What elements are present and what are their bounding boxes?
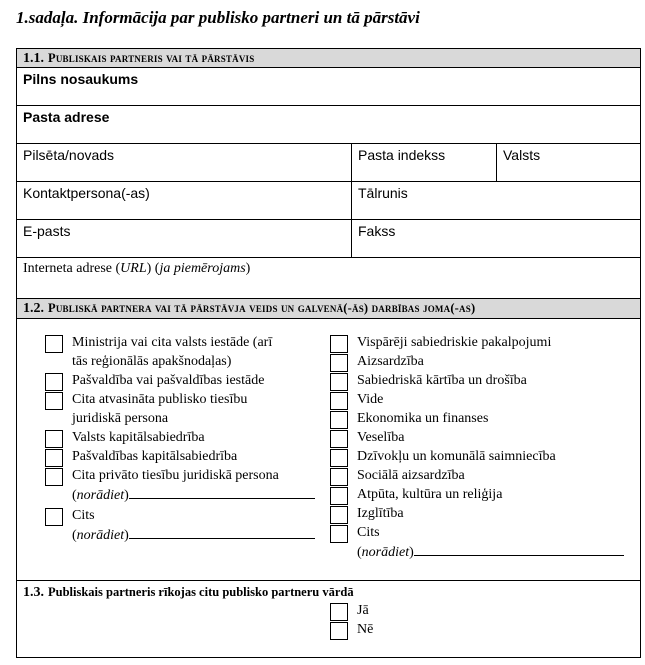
other-type-label: Cits	[72, 508, 95, 523]
other-type-checkbox[interactable]	[45, 508, 63, 526]
section-title: Publiskā partnera vai tā pārstāvja veids un galvenā(-ās) darbības joma(-as)	[48, 301, 476, 315]
defence-label: Aizsardzība	[357, 354, 424, 369]
economy-label: Ekonomika un finanses	[357, 411, 489, 426]
type-section	[17, 319, 640, 581]
specify-label: norādiet	[76, 528, 125, 543]
full-name-row	[17, 68, 640, 106]
specify-line[interactable]	[129, 525, 315, 539]
private-law-label: Cita privāto tiesību juridiskā persona	[72, 468, 279, 483]
general-services-label: Vispārēji sabiedriskie pakalpojumi	[357, 335, 552, 350]
public-law-label: Cita atvasināta publisko tiesību	[72, 392, 248, 407]
section-1-1-header	[17, 49, 640, 68]
public-law-checkbox[interactable]	[45, 392, 63, 410]
yes-checkbox[interactable]	[330, 603, 348, 621]
full-name-field[interactable]	[17, 68, 640, 105]
web-row	[17, 258, 640, 298]
ministry-label: Ministrija vai cita valsts iestāde (arī	[72, 335, 273, 350]
address-label: Pasta adrese	[23, 109, 110, 125]
section-1-3-header	[17, 581, 640, 601]
postal-field[interactable]	[351, 144, 496, 181]
section-1-2-header	[17, 298, 640, 319]
phone-field[interactable]	[351, 182, 640, 219]
page-title: 1.sadaļa. Informācija par publisko partneri un tā pārstāvi	[16, 8, 420, 27]
municipal-company-label: Pašvaldības kapitālsabiedrība	[72, 449, 238, 464]
address-field[interactable]	[17, 106, 640, 143]
email-field[interactable]	[17, 220, 351, 257]
housing-checkbox[interactable]	[330, 449, 348, 467]
contact-label: Kontaktpersona(-as)	[23, 185, 150, 201]
housing-label: Dzīvokļu un komunālā saimniecība	[357, 449, 556, 464]
environment-label: Vide	[357, 392, 384, 407]
web-label-suffix: )	[245, 261, 251, 276]
section-title: Publiskais partneris rīkojas citu publisko partneru vārdā	[48, 585, 354, 599]
country-field[interactable]	[496, 144, 640, 181]
phone-label: Tālrunis	[358, 185, 408, 201]
general-services-checkbox[interactable]	[330, 335, 348, 353]
email-row	[17, 220, 640, 258]
state-company-label: Valsts kapitālsabiedrība	[72, 430, 205, 445]
social-label: Sociālā aizsardzība	[357, 468, 465, 483]
yes-label: Jā	[357, 603, 369, 618]
no-label: Nē	[357, 622, 374, 637]
public-order-label: Sabiedriskā kārtība un drošība	[357, 373, 527, 388]
email-label: E-pasts	[23, 223, 71, 239]
web-label-mid: ) (	[146, 261, 160, 276]
form	[16, 48, 641, 658]
section-number: 1.3.	[23, 585, 44, 600]
health-label: Veselība	[357, 430, 405, 445]
web-label-note: ja piemērojams	[159, 261, 246, 276]
private-law-specify: (norādiet)	[72, 485, 315, 505]
fax-field[interactable]	[351, 220, 640, 257]
education-label: Izglītība	[357, 506, 404, 521]
full-name-label: Pilns nosaukums	[23, 71, 139, 87]
web-label-prefix: Interneta adrese (	[23, 261, 121, 276]
address-row	[17, 106, 640, 144]
section-number: 1.1.	[23, 51, 44, 66]
public-law-label-cont: juridiskā persona	[72, 411, 169, 426]
section-title: Publiskais partneris vai tā pārstāvis	[48, 51, 255, 65]
ministry-label-cont: tās reģionālās apakšnodaļas)	[72, 354, 232, 369]
specify-line[interactable]	[129, 485, 315, 499]
no-checkbox[interactable]	[330, 622, 348, 640]
municipal-company-checkbox[interactable]	[45, 449, 63, 467]
economy-checkbox[interactable]	[330, 411, 348, 429]
public-order-checkbox[interactable]	[330, 373, 348, 391]
postal-label: Pasta indekss	[358, 147, 446, 163]
other-area-label: Cits	[357, 525, 380, 540]
web-label-url: URL	[120, 261, 147, 276]
city-row	[17, 144, 640, 182]
contact-row	[17, 182, 640, 220]
social-checkbox[interactable]	[330, 468, 348, 486]
section-number: 1.2.	[23, 301, 44, 316]
specify-line[interactable]	[414, 542, 624, 556]
contact-field[interactable]	[17, 182, 351, 219]
municipality-checkbox[interactable]	[45, 373, 63, 391]
culture-label: Atpūta, kultūra un reliģija	[357, 487, 503, 502]
country-label: Valsts	[503, 147, 541, 163]
education-checkbox[interactable]	[330, 506, 348, 524]
environment-checkbox[interactable]	[330, 392, 348, 410]
other-area-checkbox[interactable]	[330, 525, 348, 543]
private-law-checkbox[interactable]	[45, 468, 63, 486]
municipality-label: Pašvaldība vai pašvaldības iestāde	[72, 373, 265, 388]
culture-checkbox[interactable]	[330, 487, 348, 505]
city-label: Pilsēta/novads	[23, 147, 115, 163]
ministry-checkbox[interactable]	[45, 335, 63, 353]
specify-label: norādiet	[361, 545, 410, 560]
defence-checkbox[interactable]	[330, 354, 348, 372]
state-company-checkbox[interactable]	[45, 430, 63, 448]
web-field[interactable]	[17, 258, 640, 298]
city-field[interactable]	[17, 144, 351, 181]
other-type-specify: (norādiet)	[72, 525, 315, 545]
health-checkbox[interactable]	[330, 430, 348, 448]
specify-label: norādiet	[76, 488, 125, 503]
fax-label: Fakss	[358, 223, 396, 239]
other-area-specify: (norādiet)	[357, 542, 624, 562]
